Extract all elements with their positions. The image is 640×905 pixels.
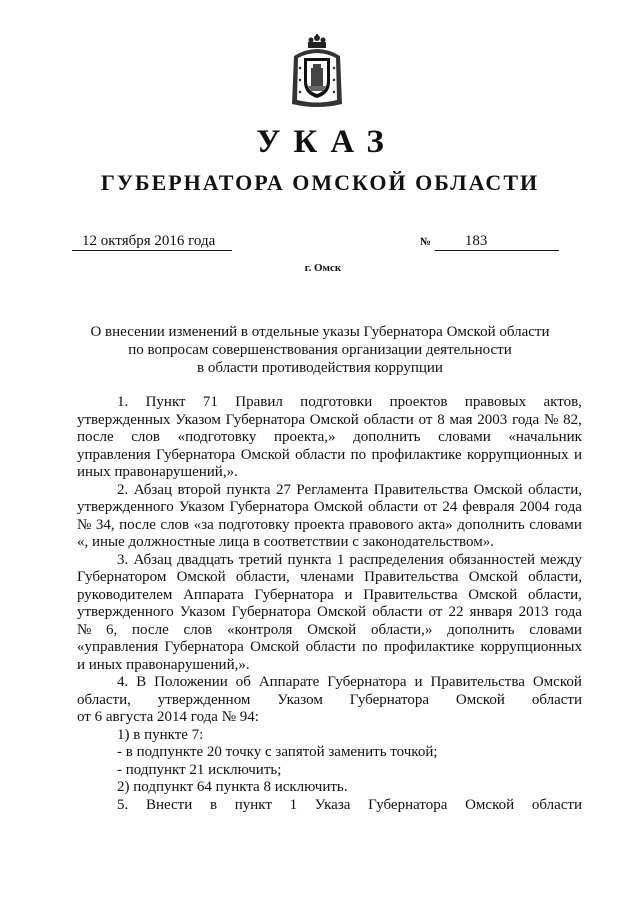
- body-line: иных правонарушений,».: [77, 464, 238, 480]
- number-label: №: [420, 236, 432, 248]
- decree-number: 183: [435, 233, 559, 251]
- heading-line: О внесении изменений в отдельные указы Губернатора Омской области: [90, 324, 550, 340]
- body-line: № 34, после слов «за подготовку проекта правового акта» дополнить словами: [77, 516, 582, 533]
- body-line: управления Губернатора Омской области по профилактике коррупционных и: [77, 446, 582, 463]
- decree-title: УКАЗ: [256, 124, 397, 160]
- body-line: и иных правонарушений,».: [77, 656, 250, 673]
- document-body: [77, 394, 582, 814]
- heading-line: в области противодействия коррупции: [197, 360, 443, 376]
- body-line: 5. Внести в пункт 1 Указа Губернатора Омской области: [117, 796, 582, 813]
- body-line: после слов «подготовку проекта,» дополнить словами «начальник: [77, 429, 582, 445]
- body-line: - подпункт 21 исключить;: [117, 761, 282, 778]
- body-line: утвержденного Указом Губернатора Омской области от 22 января 2013 года: [77, 604, 582, 620]
- body-line: утвержденных Указом Губернатора Омской области от 8 мая 2003 года № 82,: [77, 411, 582, 428]
- body-line: 2. Абзац второй пункта 27 Регламента Правительства Омской области,: [117, 481, 582, 498]
- body-line: «управления Губернатора Омской области по профилактике коррупционных: [77, 639, 582, 655]
- body-line: «, иные должностные лица в соответствии с законодательством».: [77, 534, 494, 550]
- city: г. Омск: [304, 262, 342, 274]
- body-line: 2) подпункт 64 пункта 8 исключить.: [117, 779, 348, 795]
- coat-of-arms-icon: [288, 34, 346, 110]
- decree-subtitle: ГУБЕРНАТОРА ОМСКОЙ ОБЛАСТИ: [100, 170, 540, 195]
- heading-line: по вопросам совершенствования организации деятельности: [128, 342, 512, 358]
- body-line: утвержденного Указом Губернатора Омской области от 24 февраля 2004 года: [77, 499, 582, 515]
- body-line: Губернатором Омской области, членами Правительства Омской области,: [77, 569, 582, 585]
- decree-number-field: [420, 233, 572, 251]
- document-heading: [0, 323, 640, 377]
- body-line: области, утвержденном Указом Губернатора Омской области: [77, 691, 582, 708]
- body-line: № 6, после слов «контроля Омской области,» дополнить словами: [77, 621, 582, 638]
- body-line: 3. Абзац двадцать третий пункта 1 распределения обязанностей между: [117, 551, 582, 568]
- body-line: руководителем Аппарата Губернатора и Правительства Омской области,: [77, 586, 582, 603]
- body-line: 1. Пункт 71 Правил подготовки проектов правовых актов,: [117, 394, 582, 410]
- body-line: 4. В Положении об Аппарате Губернатора и Правительства Омской: [117, 674, 582, 690]
- decree-date: 12 октября 2016 года: [72, 233, 232, 251]
- body-line: - в подпункте 20 точку с запятой заменить точкой;: [117, 744, 438, 760]
- body-line: 1) в пункте 7:: [117, 726, 204, 743]
- body-line: от 6 августа 2014 года № 94:: [77, 709, 259, 725]
